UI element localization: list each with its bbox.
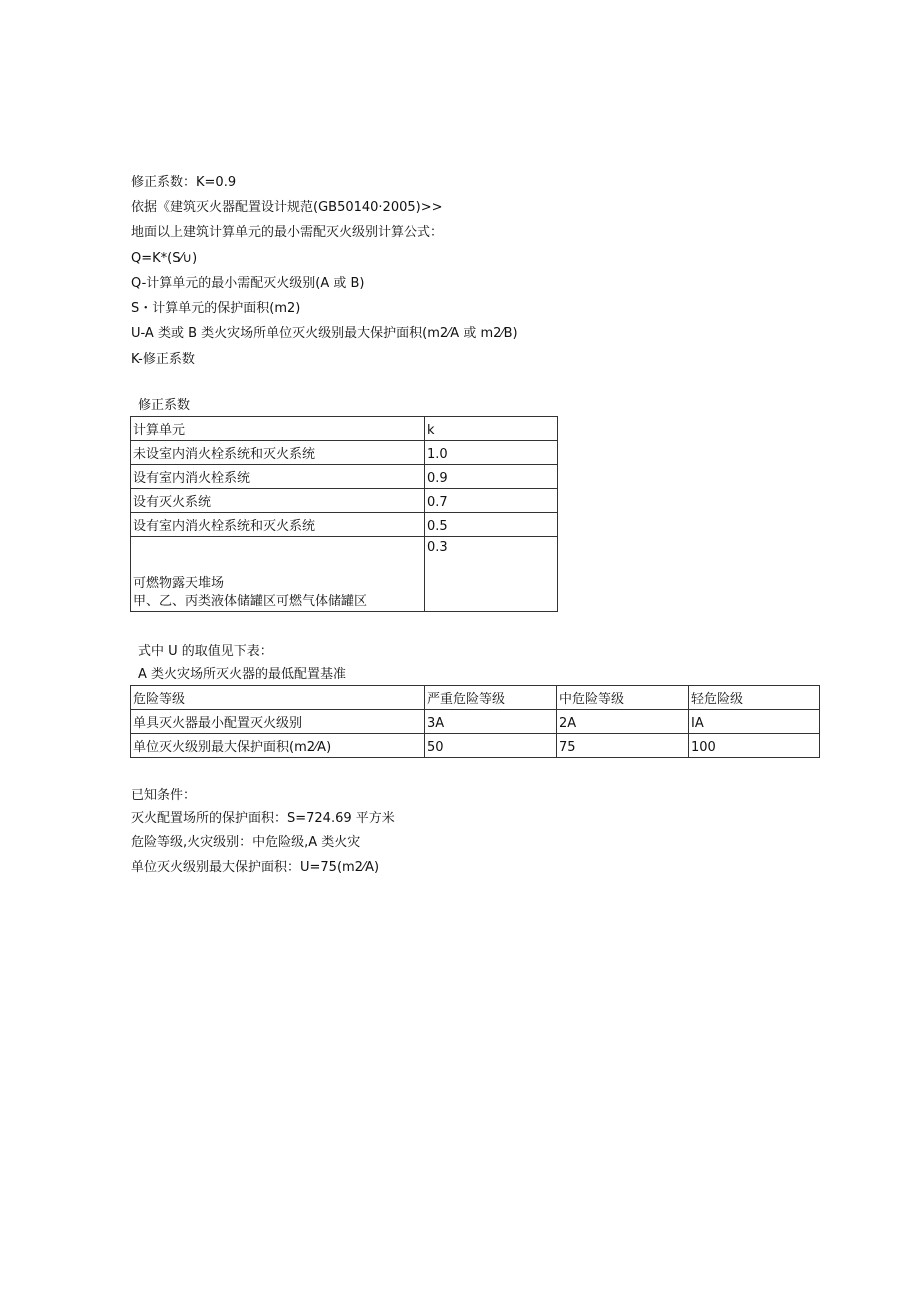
- table-cell: 100: [689, 734, 820, 758]
- k-definition-line: K-修正系数: [131, 352, 195, 367]
- table-cell: 1.0: [425, 441, 558, 465]
- table-cell: IA: [689, 710, 820, 734]
- table-header-cell: 计算单元: [131, 417, 425, 441]
- s-definition-line: S・计算单元的保护面积(m2): [131, 301, 301, 316]
- table-cell: 0.5: [425, 513, 558, 537]
- table-cell: 单位灭火级别最大保护面积(m2⁄A): [131, 734, 425, 758]
- table-cell: 未设室内消火栓系统和灭火系统: [131, 441, 425, 465]
- protected-area-line: 灭火配置场所的保护面积：S=724.69 平方米: [131, 811, 395, 826]
- table-row: [131, 465, 558, 489]
- table-cell: 50: [425, 734, 557, 758]
- table-cell: 设有室内消火栓系统: [131, 465, 425, 489]
- table-cell: [131, 537, 425, 612]
- table-cell: 0.7: [425, 489, 558, 513]
- table-row: [131, 734, 820, 758]
- table-row: [131, 489, 558, 513]
- table-row: [131, 441, 558, 465]
- formula-heading-line: 地面以上建筑计算单元的最小需配灭火级别计算公式：: [131, 225, 444, 240]
- u-table-intro: 式中 U 的取值见下表：: [138, 644, 273, 659]
- unit-area-line: 单位灭火级别最大保护面积：U=75(m2⁄A): [131, 860, 380, 875]
- hazard-level-line: 危险等级,火灾级别：中危险级,A 类火灾: [131, 835, 361, 850]
- standard-reference-line: 依据《建筑灭火器配置设计规范(GB50140·2005)>>: [131, 200, 443, 215]
- minimum-configuration-table: [130, 685, 820, 758]
- table-row: [131, 537, 558, 612]
- table-cell: 0.3: [425, 537, 558, 612]
- u-definition-line: U-A 类或 B 类火灾场所单位灭火级别最大保护面积(m2⁄A 或 m2⁄B): [131, 326, 518, 341]
- q-definition-line: Q-计算单元的最小需配灭火级别(A 或 B): [131, 276, 365, 291]
- table-header-row: [131, 417, 558, 441]
- table-header-cell: 严重危险等级: [425, 686, 557, 710]
- table-cell: 75: [557, 734, 689, 758]
- table-cell-line: 甲、乙、丙类液体储罐区可燃气体储罐区: [133, 594, 368, 609]
- table-header-cell: 中危险等级: [557, 686, 689, 710]
- table-cell: 0.9: [425, 465, 558, 489]
- table-header-row: [131, 686, 820, 710]
- table2-title: A 类火灾场所灭火器的最低配置基准: [138, 667, 347, 682]
- table-cell: 设有室内消火栓系统和灭火系统: [131, 513, 425, 537]
- table-cell: 设有灭火系统: [131, 489, 425, 513]
- formula-line: Q=K*(S⁄∪): [131, 251, 198, 266]
- correction-factor-line: 修正系数：K=0.9: [131, 175, 237, 190]
- table-header-cell: k: [425, 417, 558, 441]
- conditions-title: 已知条件：: [131, 788, 197, 803]
- table-cell-line: 可燃物露天堆场: [133, 576, 225, 591]
- table-header-cell: 危险等级: [131, 686, 425, 710]
- table-row: [131, 513, 558, 537]
- table-cell: 单具灭火器最小配置灭火级别: [131, 710, 425, 734]
- table-cell: 3A: [425, 710, 557, 734]
- table1-title: 修正系数: [138, 398, 191, 413]
- correction-factor-table: [130, 416, 558, 612]
- table-cell: 2A: [557, 710, 689, 734]
- table-header-cell: 轻危险级: [689, 686, 820, 710]
- table-row: [131, 710, 820, 734]
